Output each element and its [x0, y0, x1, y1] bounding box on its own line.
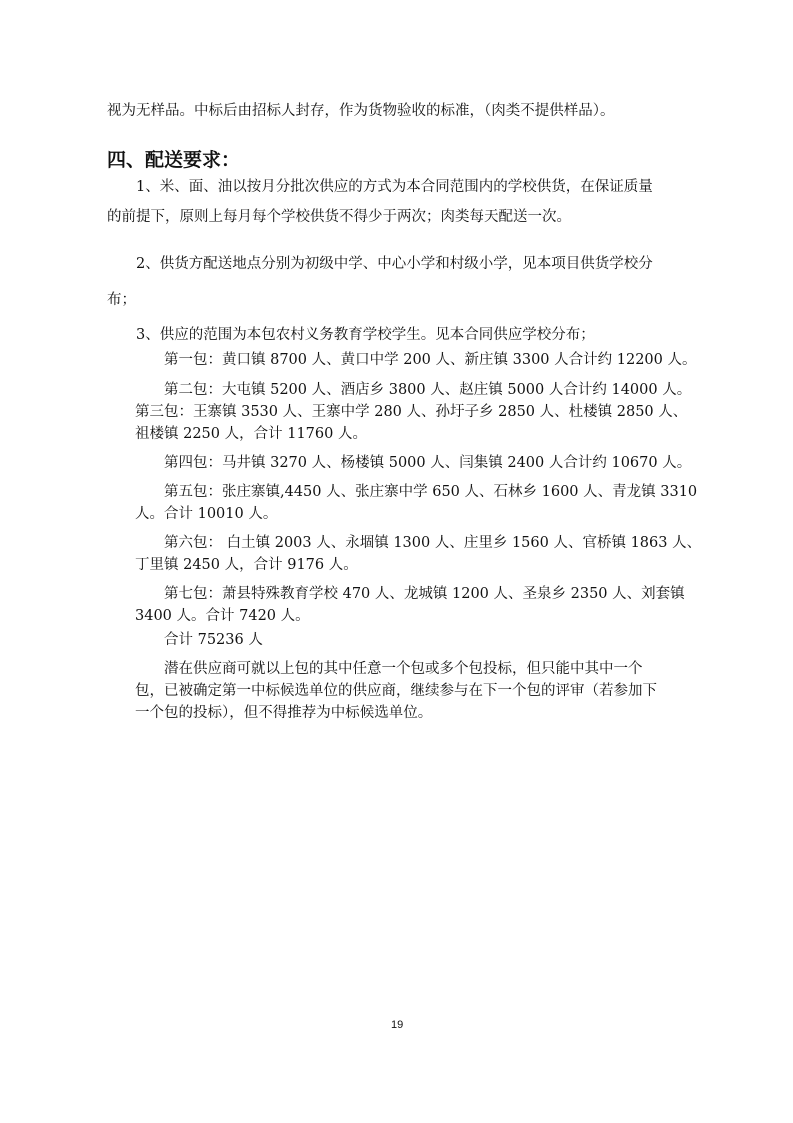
package7-line1: 第七包：萧县特殊教育学校 470 人、龙城镇 1200 人、圣泉乡 2350 人、刘套镇	[164, 586, 685, 602]
item1-line2: 的前提下，原则上每月每个学校供货不得少于两次；肉类每天配送一次。	[107, 209, 571, 225]
package6-line2: 丁里镇 2450 人，合计 9176 人。	[135, 557, 358, 573]
note-line3: 一个包的投标），但不得推荐为中标候选单位。	[135, 705, 433, 721]
package1-line: 第一包：黄口镇 8700 人、黄口中学 200 人、新庄镇 3300 人合计约 12200 人。	[164, 352, 697, 368]
section-heading: 四、配送要求：	[107, 149, 241, 171]
package5-line1: 第五包：张庄寨镇,4450 人、张庄寨中学 650 人、石林乡 1600 人、青龙镇 3310	[164, 484, 698, 500]
note-line2: 包，已被确定第一中标候选单位的供应商，继续参与在下一个包的评审（若参加下	[135, 683, 657, 699]
package3-line2: 祖楼镇 2250 人，合计 11760 人。	[135, 426, 367, 442]
item3-intro: 3、供应的范围为本包农村义务教育学校学生。见本合同供应学校分布；	[136, 327, 595, 343]
package7-line2: 3400 人。合计 7420 人。	[135, 608, 310, 624]
grand-total: 合计 75236 人	[164, 632, 263, 648]
page-number: 19	[391, 1019, 404, 1031]
package2-line: 第二包：大屯镇 5200 人、酒店乡 3800 人、赵庄镇 5000 人合计约 14000 人。	[164, 382, 692, 398]
item2-line2: 布；	[107, 292, 136, 308]
package5-line2: 人。合计 10010 人。	[135, 506, 278, 522]
item1-line1: 1、米、面、油以按月分批次供应的方式为本合同范围内的学校供货，在保证质量	[136, 179, 653, 195]
item2-line1: 2、供货方配送地点分别为初级中学、中心小学和村级小学，见本项目供货学校分	[136, 256, 653, 272]
note-line1: 潜在供应商可就以上包的其中任意一个包或多个包投标，但只能中其中一个	[164, 661, 643, 677]
package4-line: 第四包：马井镇 3270 人、杨楼镇 5000 人、闫集镇 2400 人合计约 10670 人。	[164, 455, 692, 471]
package3-line1: 第三包：王寨镇 3530 人、王寨中学 280 人、孙圩子乡 2850 人、杜楼镇 2850 人、	[135, 404, 688, 420]
continuation-text: 视为无样品。中标后由招标人封存，作为货物验收的标准，（肉类不提供样品）。	[107, 103, 615, 119]
package6-line1: 第六包： 白土镇 2003 人、永堌镇 1300 人、庄里乡 1560 人、官桥镇 1863 人、	[164, 535, 702, 551]
